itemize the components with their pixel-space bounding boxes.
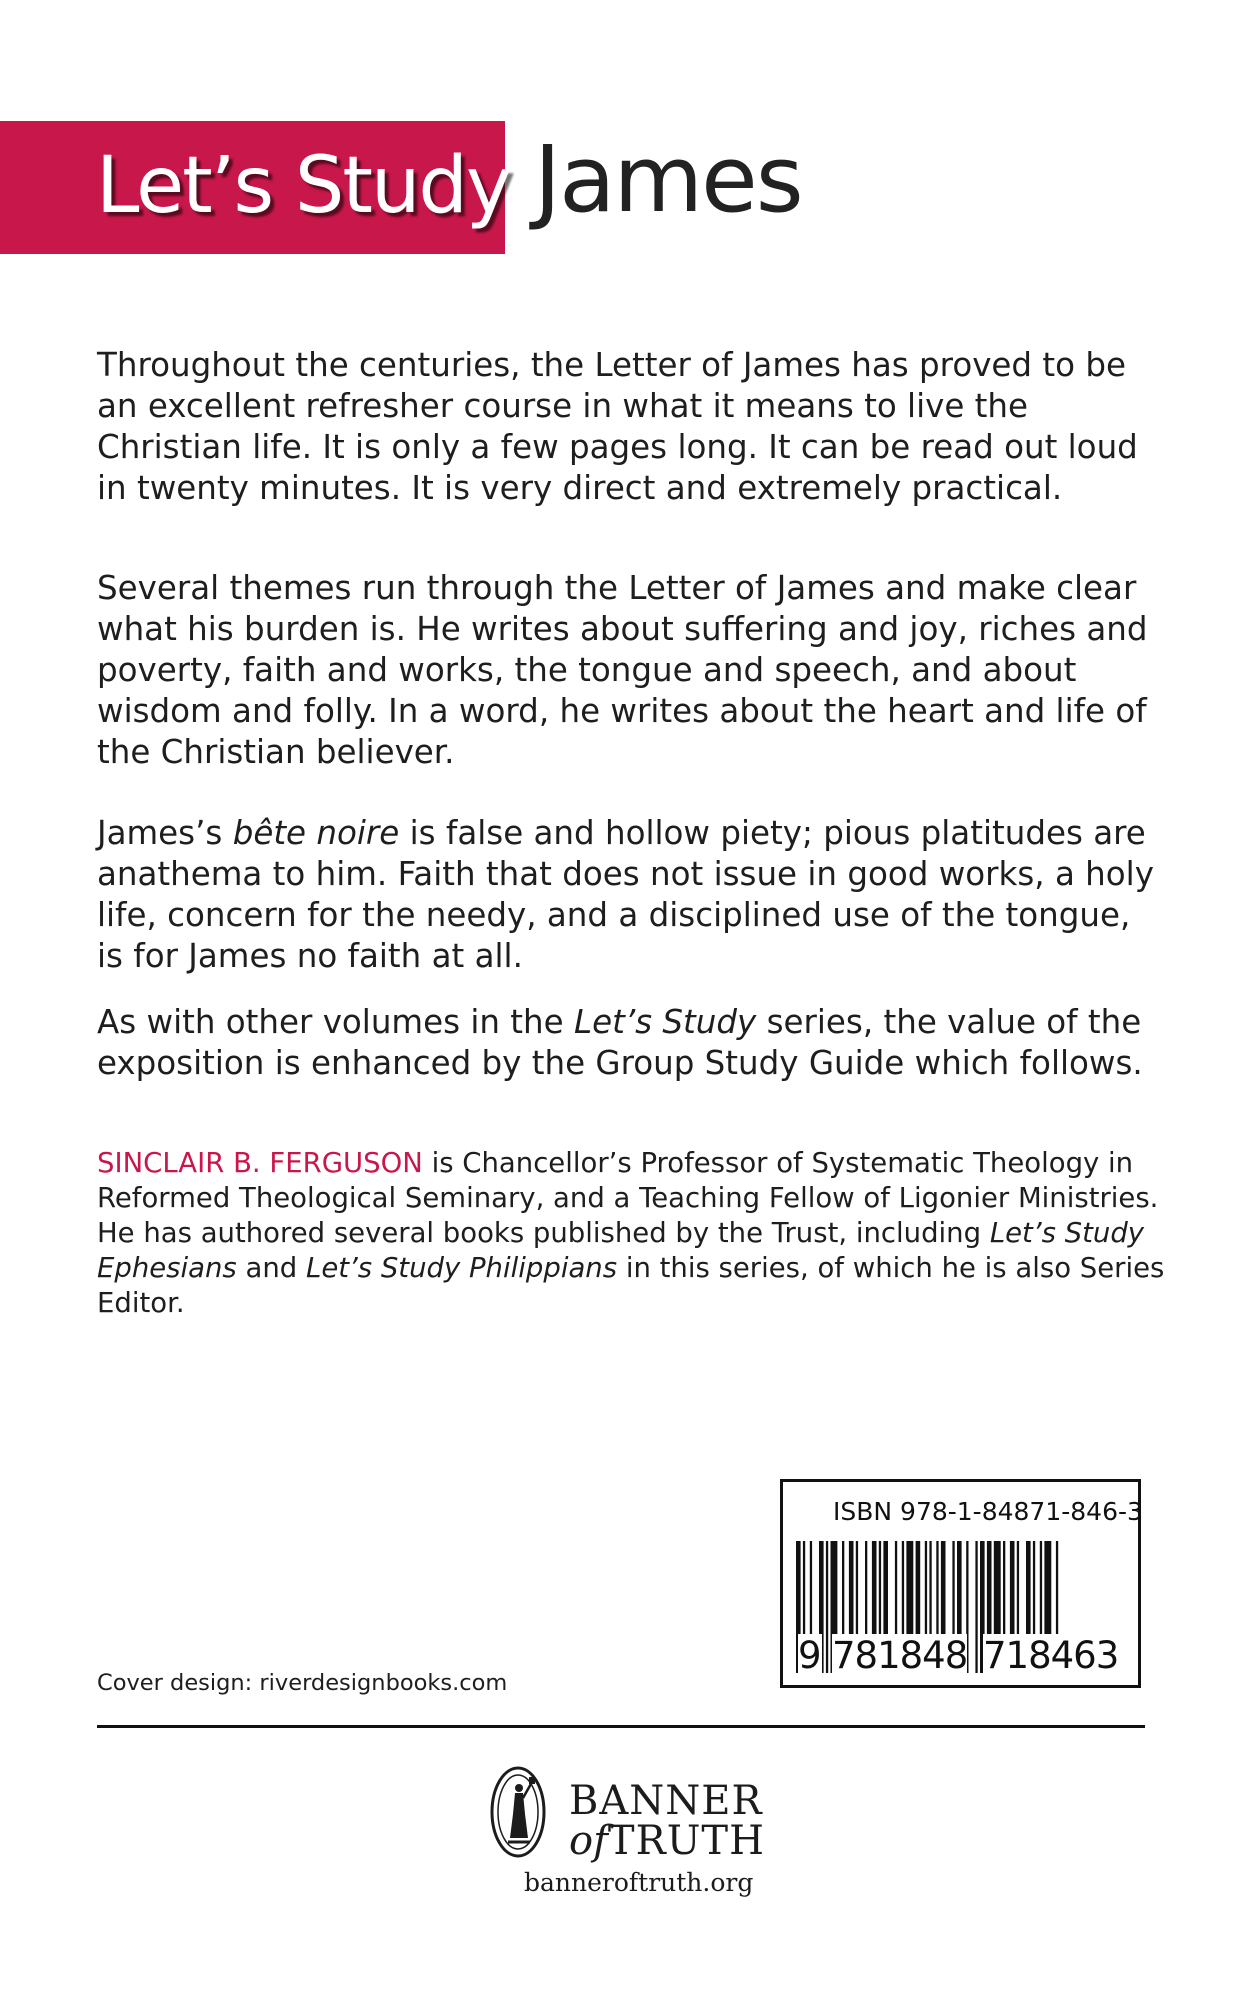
- barcode-lead-digit: 9: [798, 1634, 822, 1677]
- publisher-name-truth: TRUTH: [607, 1818, 765, 1864]
- author-bio-text-1: is Chancellor’s Professor of Systematic Theology in Reformed Theological Seminary, and a Teaching Fellow of Ligonier Ministries. He has authored several books published by the Trust, including: [97, 1147, 1159, 1249]
- barcode-bar: [826, 1541, 828, 1673]
- blurb-paragraph-1: Throughout the centuries, the Letter of James has proved to be an excellent refresher course in what it means to live the Christian life. It is only a few pages long. It can be read out loud in twenty minutes. It is very direct and extremely practical.: [97, 346, 1138, 507]
- publisher-name-line-1: BANNER: [569, 1778, 763, 1824]
- blurb-p4-text-start: As with other volumes in the: [97, 1003, 574, 1041]
- barcode-bar: [975, 1541, 977, 1673]
- book-title: James: [534, 126, 802, 233]
- author-book-1: Let’s Study Ephesians: [97, 1217, 1145, 1284]
- publisher-name-line-2: [569, 1818, 765, 1864]
- publisher-name-of: of: [569, 1818, 608, 1864]
- author-name: SINCLAIR B. FERGUSON: [97, 1147, 423, 1179]
- publisher-url: banneroftruth.org: [524, 1868, 754, 1897]
- blurb-p4-series-name: Let’s Study: [573, 1003, 757, 1041]
- series-label: Let’s Study: [96, 141, 511, 231]
- publisher-logo-icon: [478, 1764, 558, 1860]
- blurb-paragraph-3: [97, 813, 1157, 977]
- blurb-paragraph-2: Several themes run through the Letter of James and make clear what his burden is. He writes about suffering and joy, riches and poverty, faith and works, the tongue and speech, and about wisdom and folly. In a word, he writes about the heart and life of the Christian believer.: [97, 569, 1148, 771]
- author-book-2: Let’s Study Philippians: [306, 1252, 618, 1284]
- cover-design-credit: Cover design: riverdesignbooks.com: [97, 1670, 508, 1696]
- isbn-label: ISBN 978-1-84871-846-3: [833, 1497, 1143, 1526]
- blurb-p3-emphasis: bête noire: [232, 814, 400, 852]
- barcode-left-digits: 781848: [832, 1634, 968, 1677]
- author-bio-text-3: in this series, of which he is also Series Editor.: [97, 1252, 1165, 1319]
- author-bio-text-2: and: [236, 1252, 306, 1284]
- blurb-p3-text-end: is false and hollow piety; pious platitudes are anathema to him. Faith that does not issue in good works, a holy life, concern for the needy, and a disciplined use of the tongue, is for James no faith at all.: [97, 814, 1154, 975]
- barcode-right-digits: 718463: [983, 1634, 1119, 1677]
- author-bio: [97, 1146, 1177, 1321]
- blurb-paragraph-4: [97, 1002, 1157, 1084]
- divider: [97, 1725, 1145, 1728]
- blurb-p4-text-end: series, the value of the exposition is enhanced by the Group Study Guide which follows.: [97, 1003, 1143, 1082]
- blurb-p3-text-start: James’s: [97, 814, 233, 852]
